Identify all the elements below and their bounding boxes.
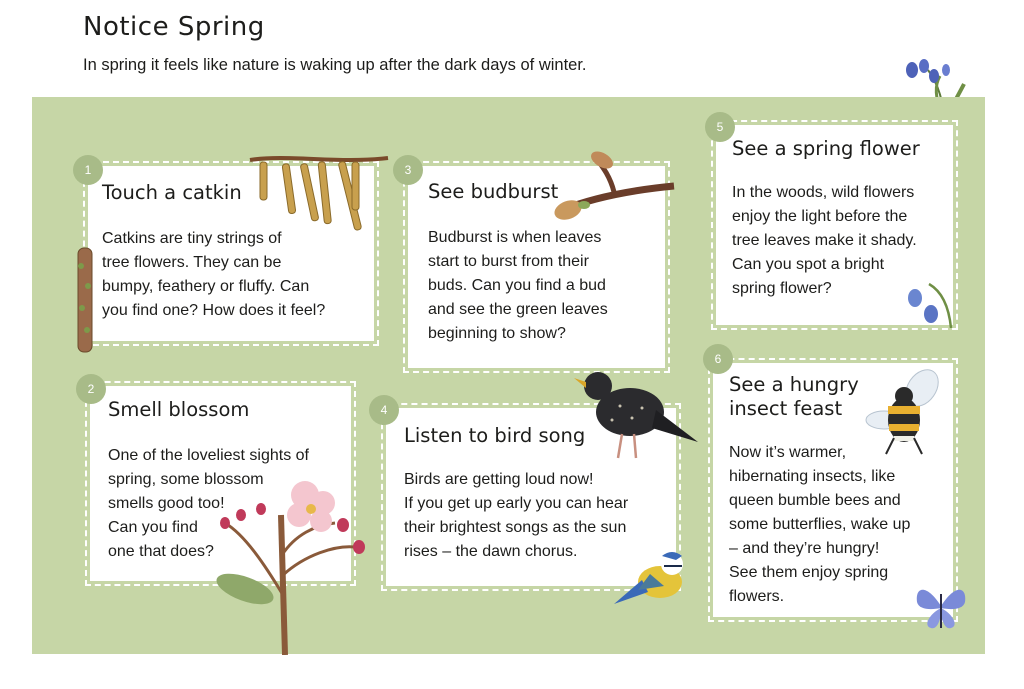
- catkin-icon: [248, 150, 390, 242]
- step-badge: 5: [705, 112, 735, 142]
- bluebell-icon: [903, 278, 955, 330]
- butterfly-icon: [913, 580, 969, 634]
- card-heading: Touch a catkin: [102, 181, 242, 204]
- card-heading: See a hungry insect feast: [729, 373, 859, 420]
- page-intro: In spring it feels like nature is waking up after the dark days of winter.: [83, 56, 587, 74]
- bumblebee-icon: [858, 366, 950, 460]
- card-body: One of the loveliest sights of spring, some blossom smells good too! Can you find one that does?: [108, 447, 309, 560]
- card-body: Now it’s warmer, hibernating insects, like queen bumble bees and some butterflies, wake up – and they’re hungry! See them enjoy spring flowers.: [729, 444, 911, 605]
- card-body: Birds are getting loud now! If you get up early you can hear their brightest songs as the sun rises – the dawn chorus.: [404, 471, 629, 560]
- card-heading: Smell blossom: [108, 398, 250, 421]
- step-badge: 6: [703, 344, 733, 374]
- catkin-icon: [72, 246, 98, 356]
- blue-tit-icon: [612, 546, 690, 614]
- step-badge: 2: [76, 374, 106, 404]
- starling-icon: [572, 362, 700, 464]
- step-badge: 4: [369, 395, 399, 425]
- card-body: In the woods, wild flowers enjoy the light before the tree leaves make it shady. Can you spot a bright spring flower?: [732, 184, 917, 297]
- card-heading: See budburst: [428, 180, 559, 203]
- card-body: Catkins are tiny strings of tree flowers. They can be bumpy, feathery or fluffy. Can you find one? How does it feel?: [102, 230, 326, 319]
- card-body: Budburst is when leaves start to burst from their buds. Can you find a bud and see the green leaves beginning to show?: [428, 229, 608, 342]
- step-badge: 3: [393, 155, 423, 185]
- card-heading: See a spring flower: [732, 137, 920, 160]
- blossom-branch-icon: [205, 475, 375, 655]
- page-title: Notice Spring: [83, 12, 265, 42]
- card-heading: Listen to bird song: [404, 424, 586, 447]
- step-badge: 1: [73, 155, 103, 185]
- bud-twig-icon: [552, 150, 677, 226]
